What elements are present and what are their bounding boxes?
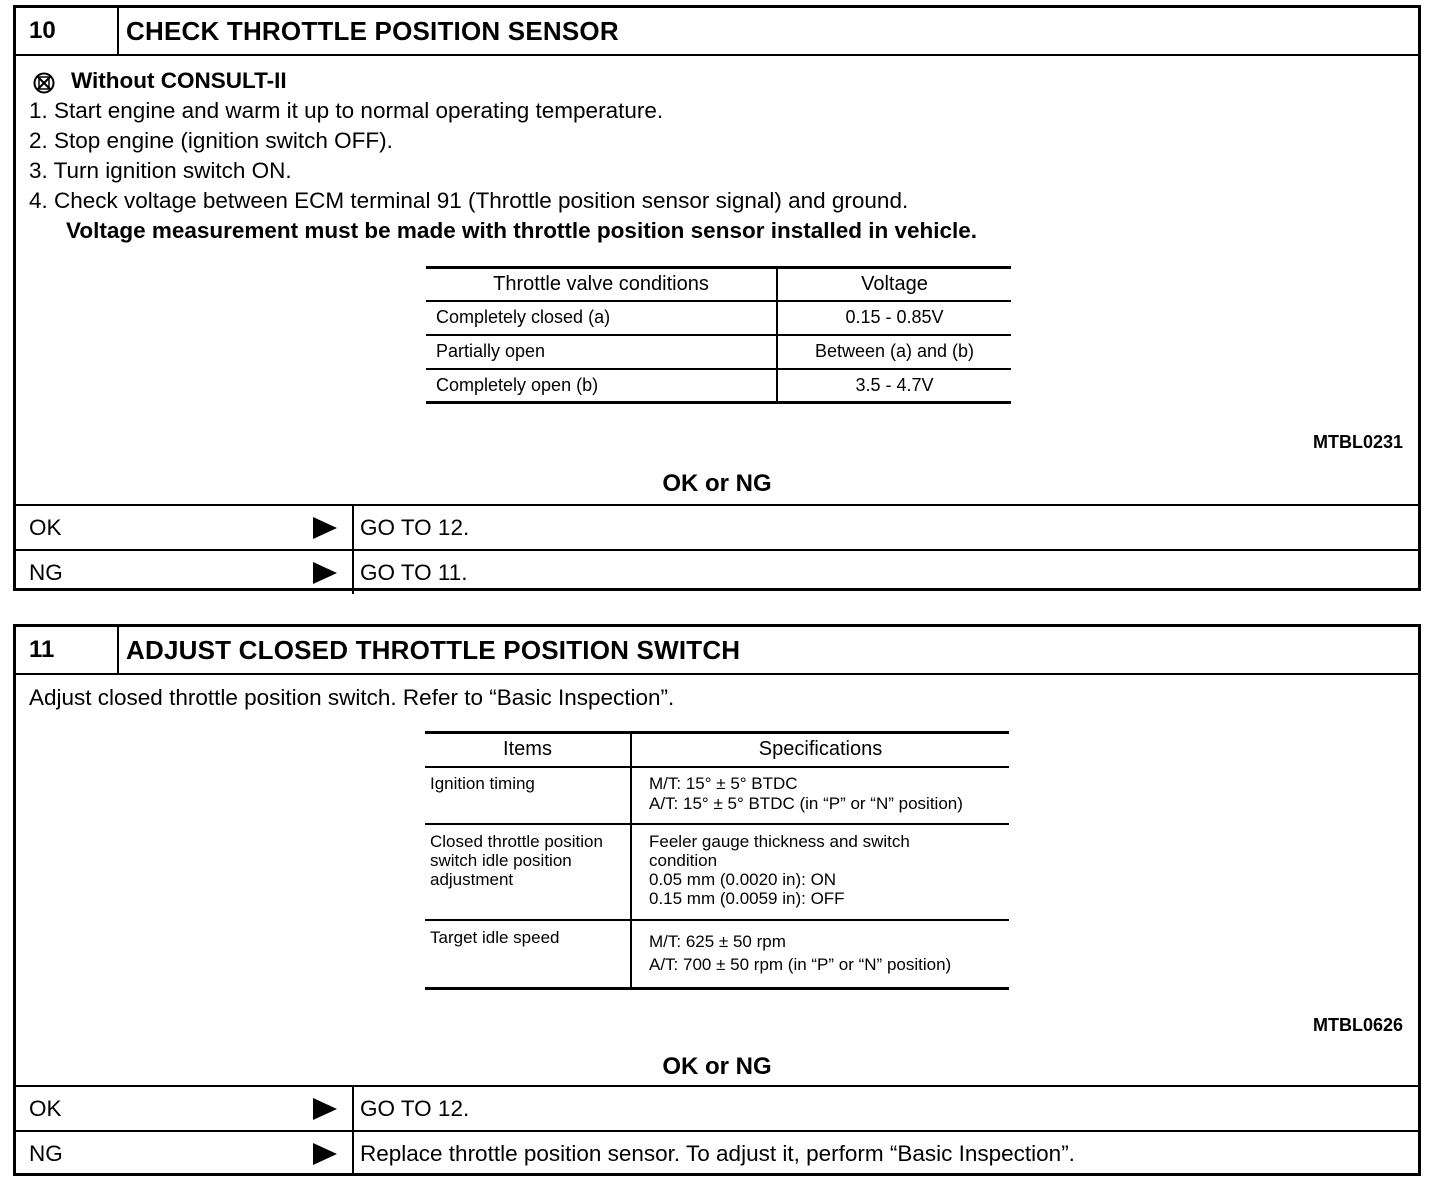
table-cell: 3.5 - 4.7V [855, 374, 934, 395]
step-10-box [13, 5, 1421, 591]
result-action: Replace throttle position sensor. To adjust it, perform “Basic Inspection”. [352, 1132, 1418, 1176]
table-cell [631, 767, 1009, 824]
specifications-table [425, 731, 1009, 990]
arrow-right-icon [313, 517, 337, 539]
result-action: GO TO 11. [352, 551, 1418, 594]
instruction-2: 2. Stop engine (ignition switch OFF). [29, 128, 393, 153]
table-cell [631, 824, 1009, 920]
result-action: GO TO 12. [352, 506, 1418, 549]
result-row-ng [16, 549, 1418, 594]
no-consult-icon [33, 72, 55, 94]
step-11-box [13, 624, 1421, 1176]
table-cell [425, 920, 631, 989]
intro-text: Adjust closed throttle position switch. Refer to “Basic Inspection”. [29, 685, 675, 710]
table-row [425, 824, 1009, 920]
ok-or-ng-heading: OK or NG [662, 1053, 772, 1080]
spec-text: A/T: 700 ± 50 rpm (in “P” or “N” position) [649, 954, 952, 974]
table-cell: Completely closed (a) [426, 301, 777, 335]
result-key: NG [29, 1141, 63, 1166]
instruction-3: 3. Turn ignition switch ON. [29, 158, 292, 183]
step-title: ADJUST CLOSED THROTTLE POSITION SWITCH [126, 635, 741, 665]
table-cell: Partially open [426, 335, 777, 369]
step-number: 11 [16, 627, 119, 673]
column-header: Voltage [861, 272, 928, 295]
figure-code: MTBL0231 [1312, 432, 1403, 452]
instruction-1: 1. Start engine and warm it up to normal operating temperature. [29, 98, 664, 123]
result-row-ng [16, 1130, 1418, 1176]
item-text: switch idle position [430, 850, 572, 870]
column-header: Specifications [758, 738, 883, 761]
result-row-ok [16, 1085, 1418, 1131]
instruction-4: 4. Check voltage between ECM terminal 91 (Throttle position sensor signal) and ground. [29, 188, 909, 213]
spec-text: 0.05 mm (0.0020 in): ON [649, 869, 837, 889]
arrow-right-icon [313, 1143, 337, 1165]
table-cell [425, 824, 631, 920]
table-cell: Between (a) and (b) [814, 341, 975, 361]
table-row [426, 301, 1011, 335]
voltage-table [426, 266, 1011, 404]
spec-text: M/T: 625 ± 50 rpm [649, 931, 786, 951]
column-header: Items [425, 733, 631, 767]
voltage-note: Voltage measurement must be made with throttle position sensor installed in vehicle. [66, 218, 978, 243]
table-cell: 0.15 - 0.85V [845, 307, 944, 327]
arrow-right-icon [313, 562, 337, 584]
spec-text: 0.15 mm (0.0059 in): OFF [649, 888, 845, 908]
spec-text: M/T: 15° ± 5° BTDC [649, 773, 798, 793]
ok-or-ng-heading: OK or NG [662, 470, 772, 497]
table-row [425, 767, 1009, 824]
item-text: Closed throttle position [430, 831, 603, 851]
column-header: Throttle valve conditions [426, 268, 777, 301]
spec-text: condition [649, 850, 718, 870]
step-10-titlebar [16, 8, 1418, 56]
step-11-titlebar [16, 627, 1418, 675]
result-key: OK [29, 1096, 62, 1121]
table-cell [425, 767, 631, 824]
table-row [426, 369, 1011, 403]
table-header-row [425, 733, 1009, 767]
item-text: Ignition timing [430, 773, 535, 793]
step-number: 10 [16, 8, 119, 54]
item-text: Target idle speed [430, 927, 560, 947]
mode-label: Without CONSULT-II [71, 68, 287, 93]
table-cell: Completely open (b) [426, 369, 777, 403]
table-row [426, 335, 1011, 369]
table-cell [631, 920, 1009, 989]
result-key: NG [29, 560, 63, 585]
result-key: OK [29, 515, 62, 540]
spec-text: A/T: 15° ± 5° BTDC (in “P” or “N” position) [649, 793, 963, 813]
spec-text: Feeler gauge thickness and switch [649, 831, 910, 851]
figure-code: MTBL0626 [1312, 1015, 1403, 1035]
item-text: adjustment [430, 869, 514, 889]
result-row-ok [16, 504, 1418, 549]
table-header-row [426, 268, 1011, 301]
table-row [425, 920, 1009, 989]
arrow-right-icon [313, 1098, 337, 1120]
step-title: CHECK THROTTLE POSITION SENSOR [126, 16, 619, 46]
result-action: GO TO 12. [352, 1087, 1418, 1131]
